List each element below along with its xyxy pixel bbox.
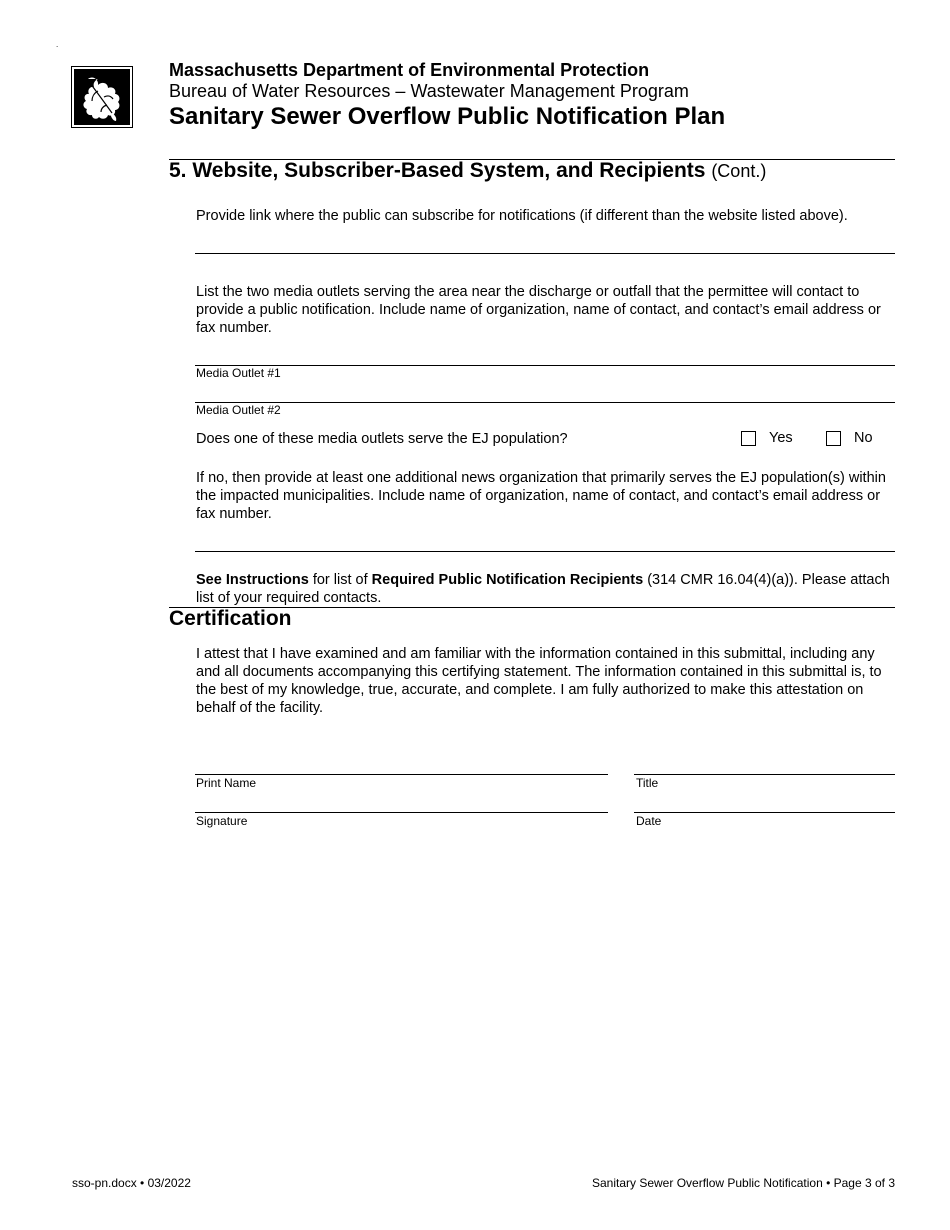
media-outlet-2-label: Media Outlet #2 [196, 403, 281, 417]
page-title: Sanitary Sewer Overflow Public Notification Plan [169, 103, 726, 130]
date-field[interactable] [634, 812, 895, 813]
if-no-prompt: If no, then provide at least one additional news organization that primarily serves the EJ population(s) within the impacted municipalities. Include name of organization, name of contact, and contact’s email address or fax number. [196, 470, 886, 522]
section-5-heading [169, 159, 766, 183]
print-name-field[interactable] [195, 774, 608, 775]
ej-yes-checkbox[interactable] [741, 431, 756, 446]
see-instructions-link: See Instructions [196, 572, 309, 588]
date-label: Date [636, 814, 662, 828]
signature-field[interactable] [195, 812, 608, 813]
footer-page-info: Sanitary Sewer Overflow Public Notification • Page 3 of 3 [591, 1176, 895, 1190]
ej-question: Does one of these media outlets serve the EJ population? [196, 431, 568, 447]
bureau-name: Bureau of Water Resources – Wastewater Management Program [169, 81, 689, 101]
oak-leaf-logo-icon [74, 69, 130, 125]
ej-yes-label: Yes [769, 430, 793, 447]
massdep-logo [71, 66, 133, 128]
media-prompt: List the two media outlets serving the area near the discharge or outfall that the permittee will contact to provide a public notification. Include name of organization, name of contact, and contact’s email address or fax number. [196, 284, 881, 336]
additional-news-org-field[interactable] [195, 551, 895, 552]
subscribe-link-field[interactable] [195, 253, 895, 254]
agency-name: Massachusetts Department of Environmental Protection [169, 60, 650, 80]
section-5-title: 5. Website, Subscriber-Based System, and Recipients [169, 159, 706, 182]
see-instructions-text: See Instructions for list of Required Public Notification Recipients (314 CMR 16.04(4)(a)). Please attach list of your required contacts. [196, 572, 890, 606]
stray-mark: . [56, 40, 59, 49]
subscribe-prompt: Provide link where the public can subscribe for notifications (if different than the website listed above). [196, 208, 848, 224]
ej-no-label: No [854, 430, 873, 447]
document-header [169, 60, 725, 132]
title-field[interactable] [634, 774, 895, 775]
media-outlet-2-field[interactable] [195, 402, 895, 403]
footer-doc-id: sso-pn.docx • 03/2022 [72, 1176, 191, 1190]
section-5-cont: (Cont.) [711, 161, 767, 181]
certification-heading: Certification [169, 607, 292, 630]
required-recipients-text: Required Public Notification Recipients [371, 572, 644, 588]
ej-no-option[interactable] [826, 430, 873, 446]
media-outlet-1-field[interactable] [195, 365, 895, 366]
title-label: Title [636, 776, 659, 790]
ej-no-checkbox[interactable] [826, 431, 841, 446]
certification-statement: I attest that I have examined and am familiar with the information contained in this submittal, including any and all documents accompanying this certifying statement. The information contained in this submittal is, to the best of my knowledge, true, accurate, and complete. I am fully authorized to make this attestation on behalf of the facility. [196, 646, 882, 716]
print-name-label: Print Name [196, 776, 257, 790]
ej-yes-option[interactable] [741, 430, 793, 446]
signature-label: Signature [196, 814, 248, 828]
media-outlet-1-label: Media Outlet #1 [196, 366, 281, 380]
